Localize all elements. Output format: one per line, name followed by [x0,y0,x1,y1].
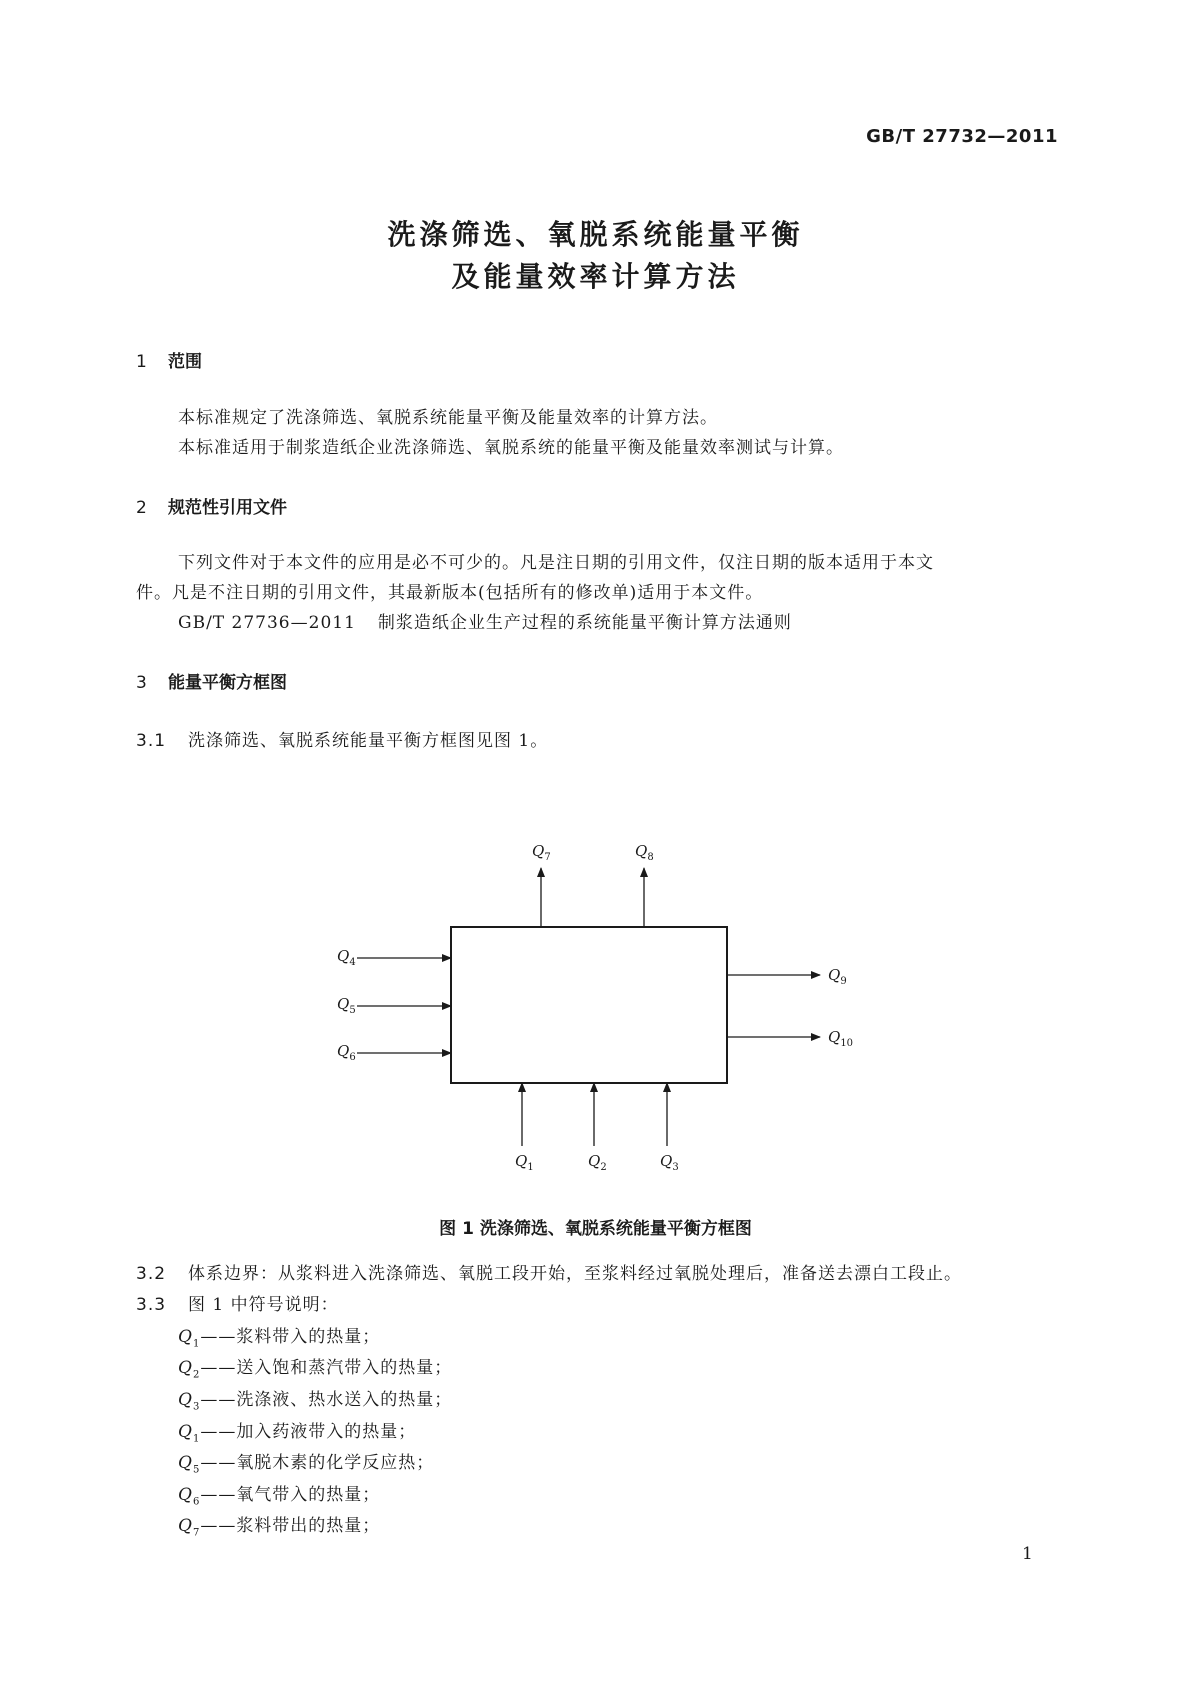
symbol-item: $Q_3——$洗涤液、热水送入的热量； [178,1390,453,1413]
page-number: 1 [1022,1544,1033,1564]
standard-code: GB/T 27732—2011 [866,126,1058,147]
symbol-item: $Q_1——$加入药液带入的热量； [178,1422,417,1445]
symbol-item: $Q_6——$氧气带入的热量； [178,1485,381,1508]
section-title: 规范性引用文件 [168,498,287,518]
label-q1: $Q_1$ [515,1152,534,1173]
label-q6: $Q_6$ [337,1042,356,1063]
section-1-paragraph-2: 本标准适用于制浆造纸企业洗涤筛选、氧脱系统的能量平衡及能量效率测试与计算。 [178,438,844,458]
section-2-paragraph-line-2: 件。凡是不注日期的引用文件，其最新版本(包括所有的修改单)适用于本文件。 [136,583,764,603]
clause-3-3 [136,1290,339,1315]
label-q2: $Q_2$ [588,1152,607,1173]
clause-number: 3.1 [136,731,167,751]
section-number: 2 [136,498,147,518]
document-title-line-1: 洗涤筛选、氧脱系统能量平衡 [387,218,804,251]
label-q9: $Q_9$ [828,966,847,987]
clause-text: 图 1 中符号说明： [188,1295,339,1315]
label-q8: $Q_8$ [635,842,654,863]
label-q7: $Q_7$ [532,842,551,863]
label-q10: $Q_{10}$ [828,1028,854,1049]
clause-3-2 [136,1259,962,1284]
symbol-item: $Q_1——$浆料带入的热量； [178,1327,381,1350]
document-title-line-2: 及能量效率计算方法 [451,260,740,293]
system-box [451,927,727,1083]
reference-title: 制浆造纸企业生产过程的系统能量平衡计算方法通则 [377,613,792,633]
label-q3: $Q_3$ [660,1152,679,1173]
section-title: 范围 [168,352,202,372]
clause-text: 洗涤筛选、氧脱系统能量平衡方框图见图 1。 [188,731,549,751]
section-2-paragraph-line-1: 下列文件对于本文件的应用是必不可少的。凡是注日期的引用文件，仅注日期的版本适用于本文 [178,553,934,573]
section-title: 能量平衡方框图 [168,673,287,693]
label-q4: $Q_4$ [337,947,356,968]
symbol-item: $Q_5——$氧脱木素的化学反应热； [178,1453,435,1476]
section-1-paragraph-1: 本标准规定了洗涤筛选、氧脱系统能量平衡及能量效率的计算方法。 [178,408,718,428]
clause-number: 3.2 [136,1264,167,1284]
symbol-item: $Q_2——$送入饱和蒸汽带入的热量； [178,1358,453,1381]
clause-text: 体系边界：从浆料进入洗涤筛选、氧脱工段开始，至浆料经过氧脱处理后，准备送去漂白工段止。 [188,1264,962,1284]
section-number: 1 [136,352,147,372]
symbol-item: $Q_7——$浆料带出的热量； [178,1516,381,1539]
reference-code: GB/T 27736—2011 [178,613,356,633]
section-number: 3 [136,673,147,693]
clause-number: 3.3 [136,1295,167,1315]
label-q5: $Q_5$ [337,995,356,1016]
figure-caption: 图 1 洗涤筛选、氧脱系统能量平衡方框图 [439,1219,752,1239]
